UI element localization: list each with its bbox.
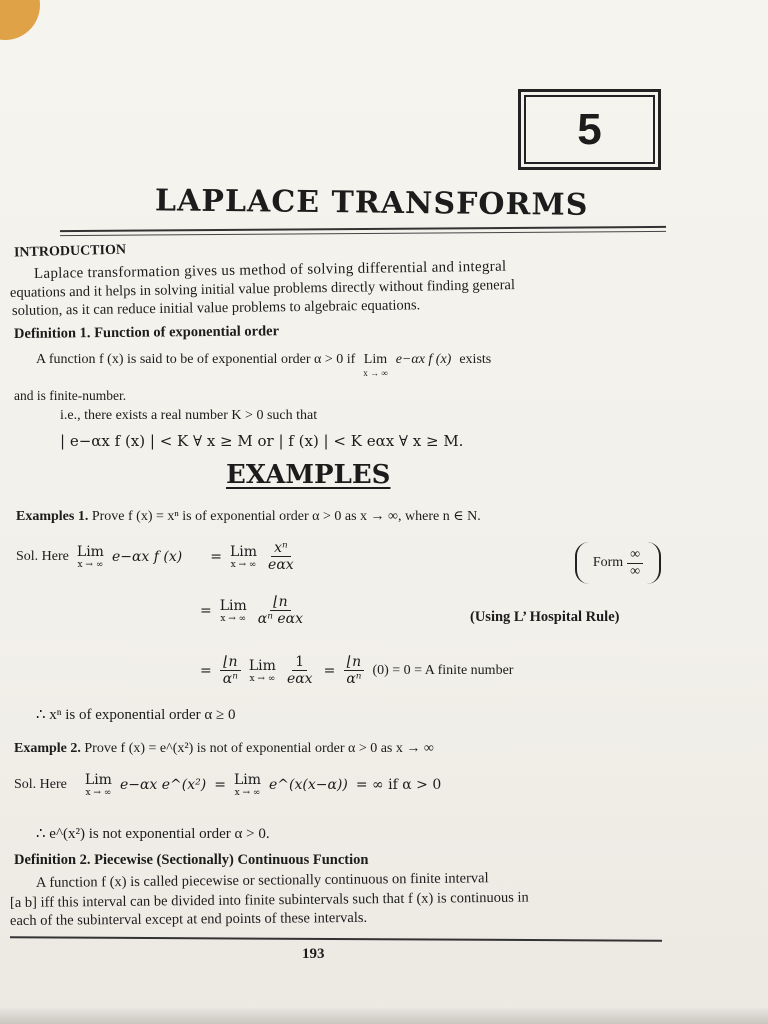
denominator: eαx xyxy=(268,557,294,573)
definition-2-title: Piecewise (Sectionally) Continuous Function xyxy=(94,852,369,868)
definition-1-text: A function f (x) is said to be of exponential order α > 0 if xyxy=(36,352,356,367)
limit-subscript: x → ∞ xyxy=(249,673,276,684)
page-bottom-edge xyxy=(0,1008,768,1024)
example-2-result: = ∞ if α > 0 xyxy=(355,777,442,793)
denominator: αⁿ eαx xyxy=(257,611,304,627)
definition-2-line-1: A function f (x) is called piecewise or sectionally continuous on finite interval xyxy=(35,870,489,891)
denominator: eαx xyxy=(286,671,313,687)
chapter-number: 5 xyxy=(577,104,602,154)
limit-subscript: x → ∞ xyxy=(85,788,112,798)
form-fraction xyxy=(627,547,643,580)
example-1-result: (0) = 0 = A finite number xyxy=(372,662,514,678)
limit-subscript: x → ∞ xyxy=(234,788,261,798)
equals-sign: = xyxy=(200,662,212,679)
example-1-fraction-3a xyxy=(220,654,241,687)
definition-1-line-3: i.e., there exists a real number K > 0 such that xyxy=(60,408,318,423)
example-1-conclusion: ∴ xⁿ is of exponential order α ≥ 0 xyxy=(36,707,236,723)
definition-1-expr: e−αx f (x) xyxy=(395,352,452,367)
numerator: xⁿ xyxy=(271,540,291,557)
example-1-hospital-note: (Using L’ Hospital Rule) xyxy=(470,609,620,625)
example-1-limit-1 xyxy=(77,544,104,570)
limit-word: Lim xyxy=(219,597,247,614)
intro-line-1: Laplace transformation gives us method of solving differential and integral xyxy=(33,258,507,282)
example-1-step-1 xyxy=(16,540,297,573)
denominator: ∞ xyxy=(630,563,641,579)
numerator: ⌊n xyxy=(220,654,240,671)
page-corner-shadow xyxy=(0,0,40,40)
numerator: ⌊n xyxy=(344,654,364,671)
example-1-fraction-1 xyxy=(265,540,297,573)
definition-2-heading xyxy=(14,852,368,869)
limit-word: Lim xyxy=(229,543,258,560)
introduction-heading: INTRODUCTION xyxy=(13,242,127,261)
definition-1-limit xyxy=(363,352,387,378)
numerator: 1 xyxy=(292,654,307,671)
definition-2-line-3: each of the subinterval except at end points of these intervals. xyxy=(9,909,368,929)
title-rule-bottom xyxy=(60,231,666,236)
limit-word: Lim xyxy=(233,772,262,788)
example-2-limit-2 xyxy=(234,772,261,798)
limit-word: Lim xyxy=(76,543,104,560)
limit-subscript: x → ∞ xyxy=(220,613,247,624)
example-2-sol-label: Sol. Here xyxy=(14,777,67,792)
example-2-label: Example 2. xyxy=(14,741,81,756)
definition-1-label: Definition 1. xyxy=(13,325,91,342)
example-1-limit-2 xyxy=(230,544,257,570)
example-1-limit-3 xyxy=(220,598,247,624)
intro-line-3: solution, as it can reduce initial value problems to algebraic equations. xyxy=(11,297,421,319)
numerator: ∞ xyxy=(627,547,643,564)
equals-sign: = xyxy=(210,548,222,565)
definition-1-line-1 xyxy=(36,352,491,378)
equals-sign: = xyxy=(200,602,212,619)
definition-1-inequality: | e−αx f (x) | < K ∀ x ≥ M or | f (x) | < K eαx ∀ x ≥ M. xyxy=(60,432,464,450)
example-1-fraction-3b xyxy=(284,654,316,687)
example-2-statement-line xyxy=(14,741,434,757)
example-2-rhs: e^(x(x−α)) xyxy=(269,777,348,793)
chapter-title: LAPLACE TRANSFORMS xyxy=(154,183,589,223)
equals-sign: = xyxy=(214,777,226,793)
denominator: αⁿ xyxy=(222,671,238,687)
limit-word: Lim xyxy=(84,772,112,788)
intro-line-2: equations and it helps in solving initial value problems directly without finding general xyxy=(9,277,516,301)
denominator: αⁿ xyxy=(346,671,362,687)
limit-subscript: x → ∞ xyxy=(77,559,104,570)
example-2-conclusion: ∴ e^(x²) is not exponential order α > 0. xyxy=(36,826,270,842)
example-2-lhs: e−αx e^(x²) xyxy=(119,777,207,793)
chapter-number-box xyxy=(518,89,661,170)
example-2-solution xyxy=(14,772,441,798)
example-1-step-2 xyxy=(200,594,306,627)
form-indicator xyxy=(575,542,661,584)
example-2-limit-1 xyxy=(85,772,112,798)
definition-1-line-2: and is finite-number. xyxy=(14,388,127,403)
footer-rule xyxy=(10,936,662,941)
page-number: 193 xyxy=(302,946,325,962)
limit-subscript: x → ∞ xyxy=(230,559,257,570)
limit-subscript: x → ∞ xyxy=(363,368,388,378)
example-1-sol-label: Sol. Here xyxy=(16,548,69,564)
definition-1-exists: exists xyxy=(459,352,492,367)
example-1-fraction-2 xyxy=(255,594,306,627)
definition-2-line-2: [a b] iff this interval can be divided into finite subintervals such that f (x) is continuous in xyxy=(9,889,529,911)
example-1-label: Examples 1. xyxy=(16,509,89,524)
equals-sign: = xyxy=(323,662,336,679)
definition-2-label: Definition 2. xyxy=(14,852,91,868)
examples-heading: EXAMPLES xyxy=(226,460,391,490)
example-2-statement: Prove f (x) = e^(x²) is not of exponential order α > 0 as x → ∞ xyxy=(84,741,434,756)
example-1-lhs: e−αx f (x) xyxy=(111,548,183,565)
example-1-statement-line xyxy=(16,508,481,525)
limit-word: Lim xyxy=(248,657,276,674)
example-1-statement: Prove f (x) = xⁿ is of exponential order α > 0 as x → ∞, where n ∈ N. xyxy=(91,509,481,524)
limit-word: Lim xyxy=(363,352,388,367)
definition-1-heading xyxy=(14,323,279,343)
example-1-fraction-3c xyxy=(343,654,364,687)
example-1-step-3 xyxy=(200,654,513,687)
example-1-limit-4 xyxy=(249,658,276,684)
numerator: ⌊n xyxy=(270,594,290,611)
definition-1-title: Function of exponential order xyxy=(94,323,280,342)
form-label: Form xyxy=(592,555,624,570)
